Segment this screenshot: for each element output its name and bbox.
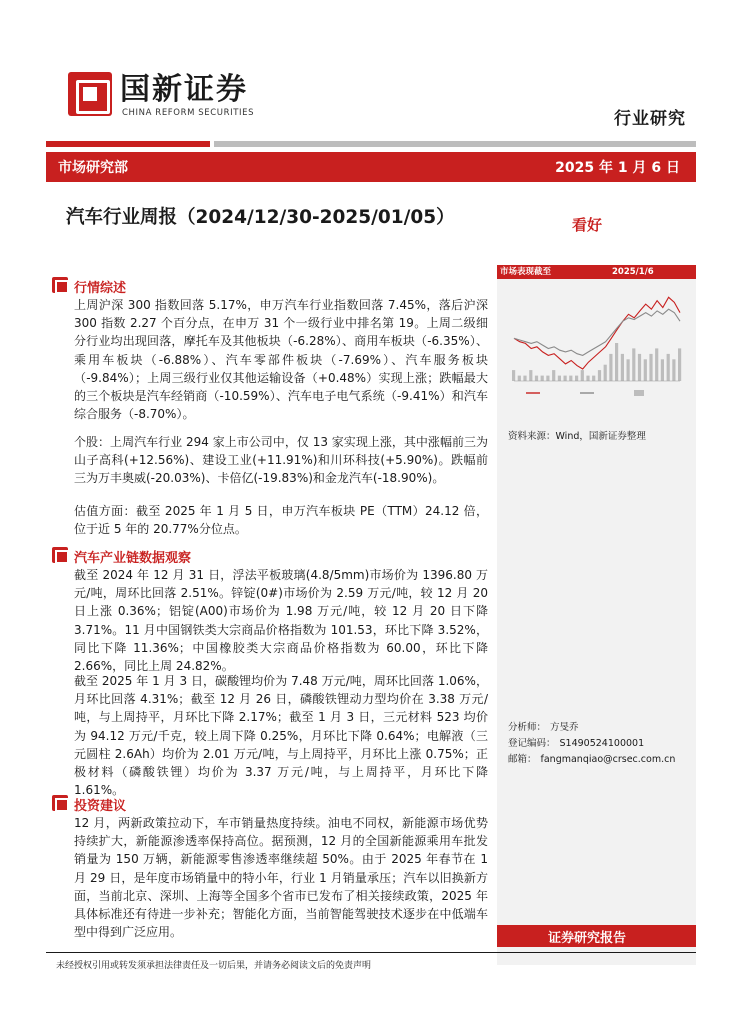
section-title: 投资建议 xyxy=(74,799,127,814)
logo-mark-icon xyxy=(68,72,112,116)
volume-bar xyxy=(655,348,658,381)
section-bullet-icon xyxy=(52,795,68,811)
report-date: 2025 年 1 月 6 日 xyxy=(555,160,680,176)
paragraph: 截至 2025 年 1 月 3 日，碳酸锂均价为 7.48 万元/吨，周环比回落 1.06%，月环比回落 4.31%；截至 12 月 26 日，磷酸铁锂动力型均价在 3.38 万元/吨，与上周持平，月环比下降 2.17%；截至 1 月 3 日，三元材料 523 均价为 94.12 万元/千克，较上周下降 0.25%，月环比下降 0.64%；电解液（三元圆柱 2.6Ah）均价为 2.01 万元/吨，与上周持平，月环比上涨 0.75%；正极材料（磷酸铁锂）均价为 3.37 万元/吨，与上周持平，月环比下降 1.61%。 xyxy=(74,674,488,798)
company-logo xyxy=(68,72,283,120)
chart-date: 2025/1/6 xyxy=(612,267,654,277)
volume-bar xyxy=(667,354,670,381)
email-address[interactable]: fangmanqiao@crsec.com.cn xyxy=(540,754,676,765)
volume-bar xyxy=(644,359,647,381)
logo-text-cn: 国新证券 xyxy=(120,72,248,107)
paragraph: 12 月，两新政策拉动下，车市销量热度持续。油电不同权，新能源市场优势持续扩大，新能源渗透率保持高位。据预测，12 月的全国新能源乘用车批发销量为 150 万辆，新能源零售渗透率继续超 50%。由于 2025 年春节在 1 月 29 日，是年度市场销量中的特小年，行业 1 月销量承压；汽车以旧换新方面，当前北京、深圳、上海等全国多个省市已发布了相关接续政策，2025 年具体标准还有待进一步补充；智能化方面，当前智能驾驶技术逐步在中低端车型中得到广泛应用。 xyxy=(74,816,488,940)
report-title: 汽车行业周报（2024/12/30-2025/01/05） xyxy=(66,207,455,228)
volume-bar xyxy=(558,376,561,381)
chart-source: 资料来源：Wind，国新证券整理 xyxy=(508,431,646,442)
volume-bar xyxy=(546,376,549,381)
volume-bar xyxy=(512,370,515,381)
email-line xyxy=(508,752,675,768)
footer-rule xyxy=(46,952,696,953)
volume-bar xyxy=(569,376,572,381)
volume-bar xyxy=(518,376,521,381)
volume-bar xyxy=(564,376,567,381)
footer-strip-label: 证券研究报告 xyxy=(548,931,627,946)
rating-badge: 看好 xyxy=(572,216,603,234)
section-title: 行情综述 xyxy=(74,281,127,296)
volume-bar xyxy=(615,343,618,381)
volume-bar xyxy=(672,359,675,381)
volume-bar xyxy=(638,354,641,381)
volume-bar xyxy=(581,370,584,381)
header-rule-red xyxy=(46,141,210,147)
analyst-label: 分析师： xyxy=(508,722,547,733)
analyst-line xyxy=(508,720,579,736)
registration-code: S1490524100001 xyxy=(559,738,645,749)
volume-bar xyxy=(586,376,589,381)
volume-bar xyxy=(627,359,630,381)
volume-bar xyxy=(598,370,601,381)
volume-bar xyxy=(678,348,681,381)
volume-bar xyxy=(604,365,607,381)
volume-bar xyxy=(661,359,664,381)
legend xyxy=(526,390,644,396)
header-rule-gray xyxy=(214,141,696,147)
legend-swatch-volume xyxy=(634,390,644,396)
volume-bars xyxy=(512,343,681,381)
volume-bar xyxy=(575,376,578,381)
volume-bar xyxy=(552,370,555,381)
paragraph: 个股：上周汽车行业 294 家上市公司中，仅 13 家实现上涨，其中涨幅前三为山子高科(+12.56%)、建设工业(+11.91%)和川环科技(+5.90%)。跌幅前三为万丰奥威(-20.03%)、卡倍亿(-19.83%)和金龙汽车(-18.90%)。 xyxy=(74,435,488,486)
section-bullet-icon xyxy=(52,277,68,293)
market-performance-chart xyxy=(500,281,694,407)
volume-bar xyxy=(592,376,595,381)
volume-bar xyxy=(621,354,624,381)
volume-bar xyxy=(541,376,544,381)
section-title: 汽车产业链数据观察 xyxy=(74,551,192,566)
registration-line xyxy=(508,736,644,752)
performance-lines xyxy=(514,297,680,381)
volume-bar xyxy=(535,376,538,381)
logo-text-en: CHINA REFORM SECURITIES xyxy=(122,108,255,118)
paragraph: 截至 2024 年 12 月 31 日，浮法平板玻璃(4.8/5mm)市场价为 1396.80 万元/吨，周环比回落 2.51%。锌锭(0#)市场价为 2.59 万元/吨，较 12 月 20 日上涨 0.36%；铝锭(A00)市场价为 1.98 万元/吨，较 12 月 20 日下降 3.71%。11 月中国钢铁类大宗商品价格指数为 101.53，环比下降 3.52%，同比下降 11.36%；中国橡胶类大宗商品价格指数为 60.00，环比下降 2.66%，同比上周 24.82%。 xyxy=(74,568,488,674)
paragraph: 估值方面：截至 2025 年 1 月 5 日，申万汽车板块 PE（TTM）24.12 倍，位于近 5 年的 20.77%分位点。 xyxy=(74,504,488,537)
department-name: 市场研究部 xyxy=(58,160,128,176)
analyst-name: 方旻乔 xyxy=(550,722,579,733)
email-label: 邮箱： xyxy=(508,754,537,765)
series-line-1 xyxy=(514,297,680,369)
chart-title: 市场表现截至 xyxy=(500,267,552,277)
volume-bar xyxy=(529,370,532,381)
volume-bar xyxy=(609,354,612,381)
volume-bar xyxy=(649,354,652,381)
disclaimer: 未经授权引用或转发须承担法律责任及一切后果，并请务必阅读文后的免责声明 xyxy=(56,961,372,971)
volume-bar xyxy=(632,348,635,381)
paragraph: 上周沪深 300 指数回落 5.17%，申万汽车行业指数回落 7.45%，落后沪深 300 指数 2.27 个百分点，在申万 31 个一级行业中排名第 19。上周二级细分行业均出现回落，摩托车及其他板块（-6.28%）、商用车板块（-6.35%）、乘用车板块（-6.88%）、汽车零部件板块（-7.69%）、汽车服务板块（-9.84%）；上周三级行业仅其他运输设备（+0.48%）实现上涨；跌幅最大的三个板块是汽车经销商（-10.59%）、汽车电子电气系统（-9.41%）和汽车综合服务（-8.70%）。 xyxy=(74,298,488,422)
section-bullet-icon xyxy=(52,547,68,563)
registration-label: 登记编码： xyxy=(508,738,556,749)
report-type: 行业研究 xyxy=(614,109,686,129)
volume-bar xyxy=(523,376,526,381)
